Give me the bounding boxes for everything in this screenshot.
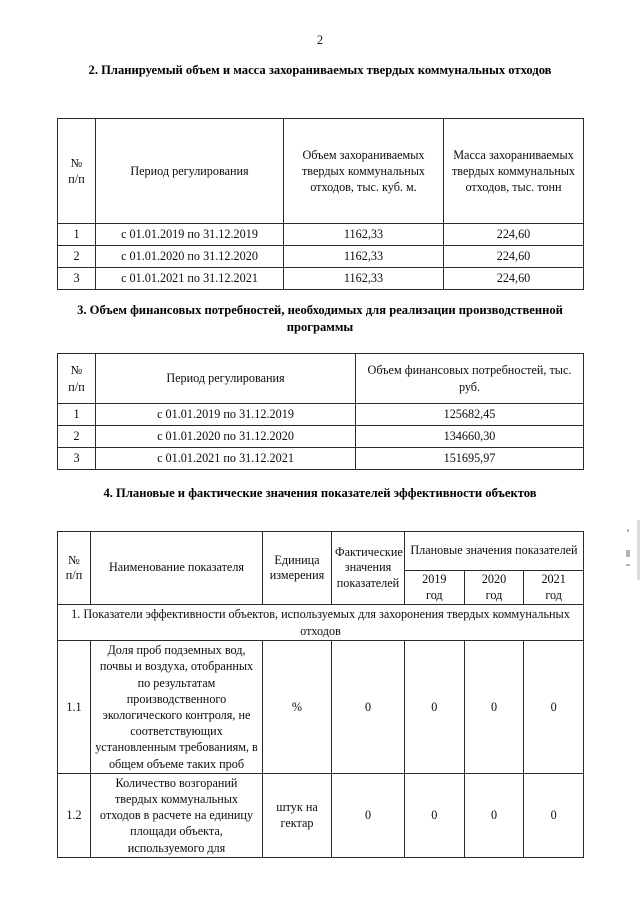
- header-number-line1: №: [70, 155, 83, 170]
- header-number-line2: п/п: [65, 568, 83, 583]
- cell-plan-2020: 0: [464, 641, 524, 774]
- table-row: [58, 448, 584, 470]
- header-cell-period: Период регулирования: [96, 119, 284, 224]
- header-number-line2: п/п: [68, 379, 85, 394]
- cell-number: 1: [58, 404, 96, 426]
- year-2021-label: год: [545, 587, 562, 602]
- cell-number: 2: [58, 426, 96, 448]
- cell-plan-2021: 0: [524, 773, 584, 857]
- cell-period: с 01.01.2020 по 31.12.2020: [96, 426, 356, 448]
- table-subsection-row: [58, 605, 584, 641]
- header-cell-actual-values: Фактические значения показателей: [332, 532, 405, 605]
- header-number-line1: №: [70, 363, 83, 378]
- cell-actual-value: 0: [332, 773, 405, 857]
- header-number-line1: №: [68, 552, 80, 567]
- cell-number: 2: [58, 246, 96, 268]
- cell-number: 1: [58, 224, 96, 246]
- year-2019-value: 2019: [422, 572, 447, 586]
- table-row: [58, 426, 584, 448]
- cell-number: 1.1: [58, 641, 91, 774]
- year-2019-label: год: [426, 587, 443, 602]
- header-cell-volume: Объем захораниваемых твердых коммунальных отходов, тыс. куб. м.: [284, 119, 444, 224]
- table-indicator-values: [57, 531, 584, 858]
- cell-unit: штук на гектар: [263, 773, 332, 857]
- cell-unit: %: [263, 641, 332, 774]
- cell-plan-2021: 0: [524, 641, 584, 774]
- scan-artifact: [626, 550, 630, 557]
- table-body: [58, 404, 584, 470]
- cell-number: 3: [58, 268, 96, 290]
- cell-indicator-name: Количество возгораний твердых коммунальных отходов в расчете на единицу площади объекта, используемого для: [91, 773, 263, 857]
- table-body: [58, 605, 584, 858]
- header-number-line2: п/п: [68, 172, 85, 186]
- table-header-row: [58, 354, 584, 404]
- table-row: [58, 224, 584, 246]
- year-2021-value: 2021: [541, 572, 566, 586]
- cell-actual-value: 0: [332, 641, 405, 774]
- scan-artifact: [626, 564, 630, 566]
- section-3-heading: 3. Объем финансовых потребностей, необходимых для реализации производственной программы: [77, 303, 563, 334]
- cell-finance: 125682,45: [356, 404, 584, 426]
- cell-period: с 01.01.2020 по 31.12.2020: [96, 246, 284, 268]
- cell-volume: 1162,33: [284, 246, 444, 268]
- table-financial-needs: [57, 353, 584, 470]
- scan-artifact: [627, 529, 629, 532]
- table-row: [58, 246, 584, 268]
- cell-period: с 01.01.2021 по 31.12.2021: [96, 448, 356, 470]
- cell-period: с 01.01.2021 по 31.12.2021: [96, 268, 284, 290]
- cell-finance: 134660,30: [356, 426, 584, 448]
- header-cell-number: [58, 532, 91, 605]
- header-cell-indicator-name: Наименование показателя: [91, 532, 263, 605]
- header-cell-period: Период регулирования: [96, 354, 356, 404]
- cell-volume: 1162,33: [284, 224, 444, 246]
- subsection-title: 1. Показатели эффективности объектов, используемых для захоронения твердых коммунальных отходов: [58, 605, 584, 641]
- header-cell-finance: Объем финансовых потребностей, тыс. руб.: [356, 354, 584, 404]
- cell-period: с 01.01.2019 по 31.12.2019: [96, 224, 284, 246]
- page-number: 2: [316, 33, 324, 47]
- cell-mass: 224,60: [444, 246, 584, 268]
- cell-mass: 224,60: [444, 224, 584, 246]
- header-cell-year-2020: [464, 571, 524, 605]
- header-cell-number: [58, 119, 96, 224]
- table-header-row-top: [58, 532, 584, 571]
- table-header-row: [58, 119, 584, 224]
- cell-period: с 01.01.2019 по 31.12.2019: [96, 404, 356, 426]
- header-cell-year-2021: [524, 571, 584, 605]
- header-cell-mass: Масса захораниваемых твердых коммунальных отходов, тыс. тонн: [444, 119, 584, 224]
- table-row: [58, 773, 584, 857]
- header-cell-number: [58, 354, 96, 404]
- table-body: [58, 224, 584, 290]
- cell-plan-2020: 0: [464, 773, 524, 857]
- year-2020-label: год: [485, 587, 503, 602]
- section-2-heading: 2. Планируемый объем и масса захораниваемых твердых коммунальных отходов: [88, 63, 552, 77]
- cell-mass: 224,60: [444, 268, 584, 290]
- cell-number: 3: [58, 448, 96, 470]
- header-cell-unit: Единица измерения: [263, 532, 332, 605]
- cell-number: 1.2: [58, 773, 91, 857]
- cell-indicator-name: Доля проб подземных вод, почвы и воздуха, отобранных по результатам производственного экологического контроля, не соответствующих установленным требованиям, в общем объеме таких проб: [91, 641, 263, 774]
- section-4-heading: 4. Плановые и фактические значения показателей эффективности объектов: [103, 486, 537, 500]
- header-cell-planned-values-group: Плановые значения показателей: [405, 532, 584, 571]
- table-row: [58, 641, 584, 774]
- year-2020-value: 2020: [481, 572, 507, 586]
- cell-plan-2019: 0: [405, 641, 465, 774]
- cell-finance: 151695,97: [356, 448, 584, 470]
- table-row: [58, 268, 584, 290]
- table-planned-volume-and-mass: [57, 118, 584, 290]
- cell-volume: 1162,33: [284, 268, 444, 290]
- cell-plan-2019: 0: [405, 773, 465, 857]
- header-cell-year-2019: [405, 571, 465, 605]
- table-row: [58, 404, 584, 426]
